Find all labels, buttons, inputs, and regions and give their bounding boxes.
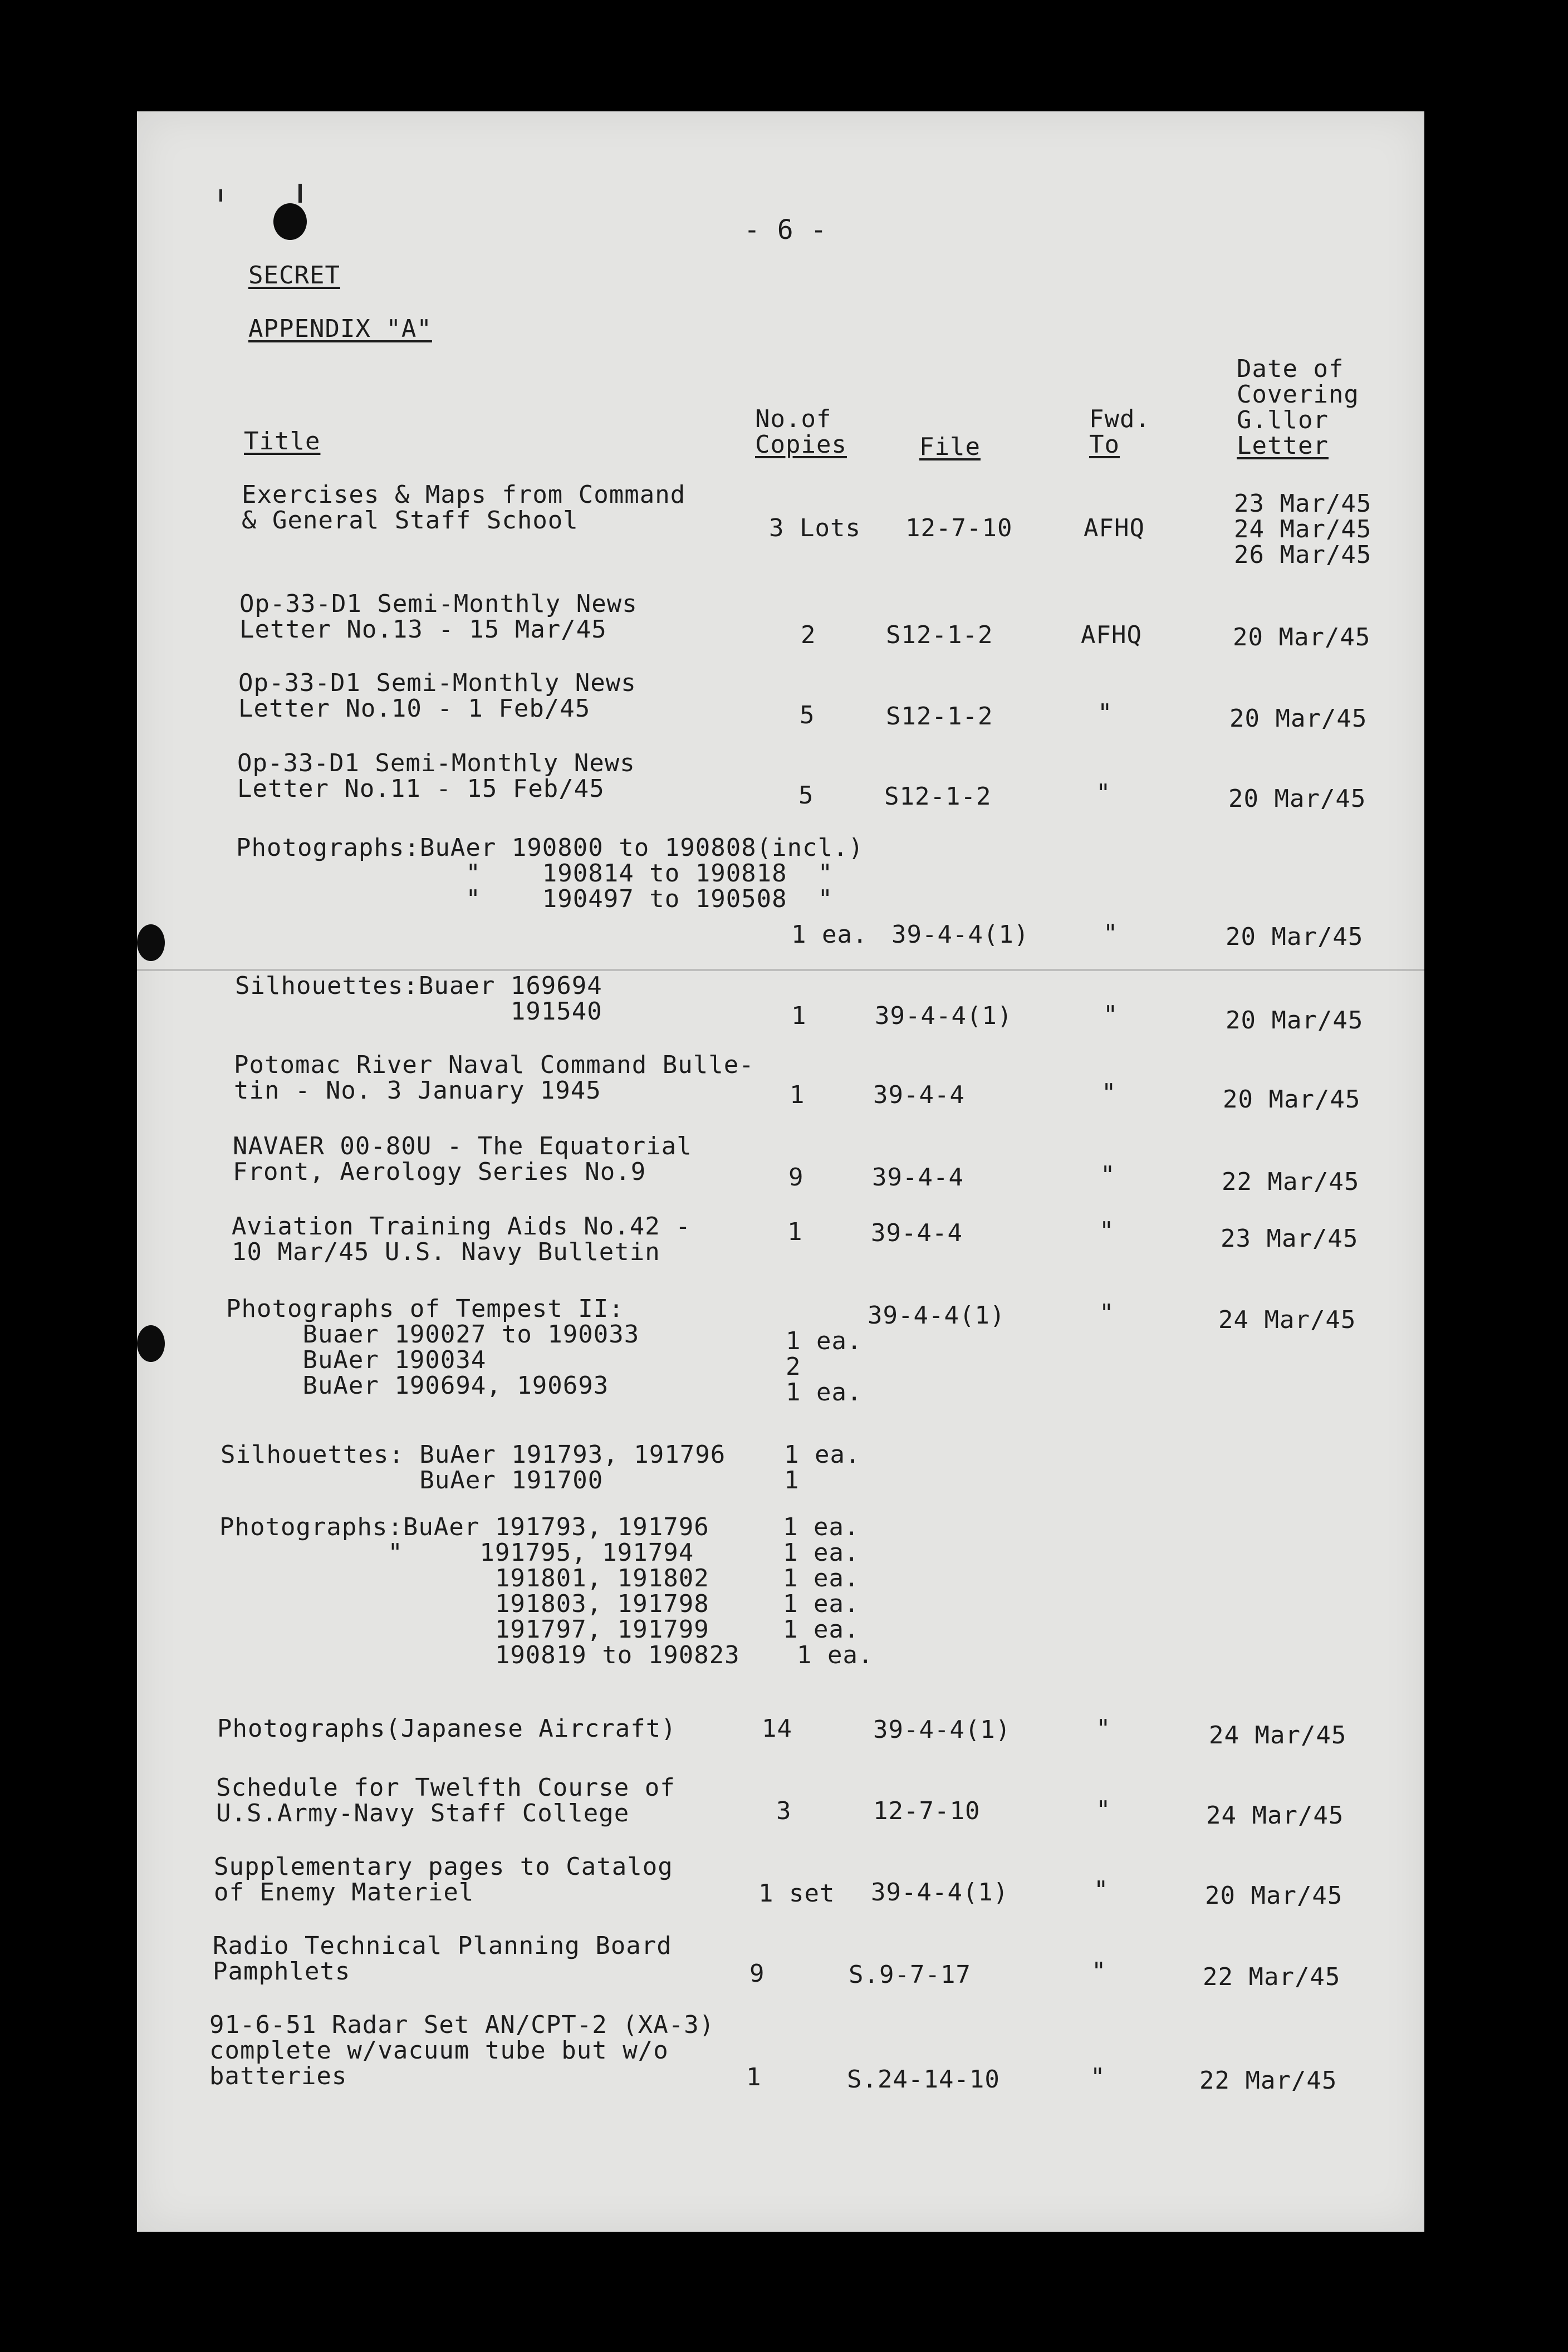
col-header-copies-2: Copies — [755, 430, 847, 459]
row-copies: 3 Lots — [769, 514, 861, 542]
row-date: 23 Mar/45 — [1221, 1224, 1359, 1253]
row-title: 91-6-51 Radar Set AN/CPT-2 (XA-3) — [209, 2011, 715, 2039]
row-title: BuAer 191700 — [220, 1466, 604, 1494]
row-date: 26 Mar/45 — [1234, 541, 1372, 569]
row-copies: 1 ea. — [783, 1538, 860, 1567]
row-file: S12-1-2 — [884, 782, 992, 811]
row-date: 22 Mar/45 — [1222, 1168, 1360, 1196]
row-copies: 1 ea. — [783, 1615, 860, 1644]
row-title: Radio Technical Planning Board — [213, 1932, 672, 1960]
row-fwd: " — [1090, 2063, 1106, 2091]
row-fwd: " — [1096, 779, 1111, 807]
row-title: " 190497 to 190508 " — [236, 885, 834, 913]
row-title: BuAer 190034 — [226, 1346, 487, 1374]
row-title: Exercises & Maps from Command — [242, 481, 686, 509]
row-file: 12-7-10 — [873, 1797, 981, 1825]
page-number: - 6 - — [744, 214, 827, 246]
document-page — [137, 111, 1424, 2232]
row-copies: 1 — [791, 1002, 807, 1030]
row-copies: 3 — [776, 1797, 792, 1825]
row-title: Supplementary pages to Catalog — [214, 1853, 673, 1881]
row-copies: 1 ea. — [791, 920, 868, 949]
row-file: 39-4-4(1) — [875, 1002, 1013, 1030]
row-date: 20 Mar/45 — [1226, 1006, 1364, 1035]
row-fwd: " — [1103, 919, 1119, 948]
row-file: 39-4-4(1) — [891, 920, 1030, 949]
row-file: S12-1-2 — [886, 702, 993, 731]
row-title: Op-33-D1 Semi-Monthly News — [238, 669, 636, 697]
row-fwd: " — [1099, 1217, 1115, 1245]
row-file: 39-4-4 — [871, 1219, 963, 1247]
row-fwd: " — [1094, 1876, 1109, 1904]
row-title: 191540 — [235, 997, 602, 1026]
row-title: batteries — [209, 2062, 347, 2090]
col-header-file: File — [919, 433, 981, 461]
row-file: 12-7-10 — [905, 514, 1013, 542]
row-title: Silhouettes:Buaer 169694 — [235, 972, 602, 1000]
col-header-date-4: Letter — [1237, 432, 1329, 460]
row-copies: 1 ea. — [784, 1440, 861, 1469]
punch-hole — [137, 924, 165, 961]
row-title: of Enemy Materiel — [214, 1878, 474, 1907]
row-file: 39-4-4(1) — [871, 1878, 1009, 1907]
col-header-fwd-1: Fwd. — [1089, 405, 1150, 433]
row-copies: 2 — [801, 621, 816, 649]
row-copies: 1 ea. — [783, 1513, 860, 1541]
row-file: S.24-14-10 — [847, 2065, 1000, 2094]
row-date: 20 Mar/45 — [1226, 923, 1364, 951]
col-header-date-1: Date of — [1237, 355, 1344, 383]
row-title: & General Staff School — [242, 506, 579, 535]
row-title: 191803, 191798 — [219, 1590, 709, 1618]
ink-mark — [219, 189, 222, 202]
classification-label: SECRET — [248, 261, 340, 290]
row-date: 23 Mar/45 — [1234, 489, 1372, 518]
appendix-label: APPENDIX "A" — [248, 315, 432, 343]
row-file: 39-4-4(1) — [868, 1301, 1006, 1330]
row-title: Photographs(Japanese Aircraft) — [217, 1714, 677, 1743]
row-title: Letter No.10 - 1 Feb/45 — [238, 694, 591, 723]
row-title: Silhouettes: BuAer 191793, 191796 — [220, 1440, 726, 1469]
row-copies: 1 ea. — [783, 1564, 860, 1592]
row-copies: 5 — [798, 781, 814, 810]
row-copies: 9 — [788, 1163, 804, 1192]
row-title: NAVAER 00-80U - The Equatorial — [233, 1132, 692, 1160]
row-copies: 1 — [790, 1081, 805, 1109]
row-title: BuAer 190694, 190693 — [226, 1371, 609, 1400]
row-fwd: AFHQ — [1084, 514, 1145, 542]
row-file: 39-4-4 — [872, 1163, 964, 1192]
row-title: Letter No.13 - 15 Mar/45 — [239, 615, 607, 644]
row-title: Schedule for Twelfth Course of — [216, 1773, 675, 1802]
row-copies: 1 ea. — [786, 1378, 863, 1407]
row-date: 24 Mar/45 — [1206, 1801, 1344, 1830]
row-file: 39-4-4 — [873, 1081, 965, 1109]
row-date: 24 Mar/45 — [1234, 515, 1372, 543]
row-title: Pamphlets — [213, 1957, 351, 1986]
row-title: U.S.Army-Navy Staff College — [216, 1799, 630, 1827]
row-title: Photographs:BuAer 190800 to 190808(incl.) — [236, 834, 864, 862]
row-file: S12-1-2 — [886, 621, 993, 649]
row-title: " 191795, 191794 — [219, 1538, 694, 1567]
row-copies: 1 set — [758, 1879, 835, 1908]
row-title: 10 Mar/45 U.S. Navy Bulletin — [232, 1238, 660, 1266]
row-title: Op-33-D1 Semi-Monthly News — [239, 590, 638, 618]
row-copies: 9 — [749, 1959, 765, 1988]
row-date: 22 Mar/45 — [1199, 2066, 1337, 2095]
row-copies: 1 — [787, 1218, 803, 1246]
row-fwd: " — [1103, 1001, 1119, 1029]
row-file: S.9-7-17 — [849, 1961, 971, 1989]
row-title: Op-33-D1 Semi-Monthly News — [237, 749, 635, 777]
row-title: Photographs of Tempest II: — [226, 1295, 624, 1323]
row-date: 20 Mar/45 — [1233, 623, 1371, 651]
col-header-date-3: G.llor — [1237, 406, 1329, 434]
row-date: 20 Mar/45 — [1229, 704, 1368, 733]
row-copies: 5 — [800, 701, 815, 729]
row-fwd: " — [1101, 1079, 1117, 1107]
row-title: Buaer 190027 to 190033 — [226, 1320, 640, 1349]
row-fwd: " — [1096, 1796, 1111, 1824]
punch-hole — [137, 1325, 165, 1362]
row-file: 39-4-4(1) — [873, 1716, 1011, 1744]
row-copies: 1 — [784, 1466, 800, 1494]
row-title: " 190814 to 190818 " — [236, 859, 834, 888]
row-title: complete w/vacuum tube but w/o — [209, 2036, 669, 2065]
row-title: Photographs:BuAer 191793, 191796 — [219, 1513, 709, 1541]
row-copies: 14 — [762, 1714, 792, 1743]
row-copies: 1 ea. — [797, 1641, 874, 1669]
col-header-fwd-2: To — [1089, 430, 1120, 459]
row-title: 191797, 191799 — [219, 1615, 709, 1644]
row-date: 20 Mar/45 — [1223, 1085, 1361, 1114]
row-fwd: AFHQ — [1081, 621, 1142, 649]
row-title: tin - No. 3 January 1945 — [234, 1076, 601, 1105]
punch-hole — [273, 203, 307, 240]
row-date: 20 Mar/45 — [1228, 785, 1366, 813]
row-fwd: " — [1096, 1714, 1111, 1743]
row-fwd: " — [1100, 1161, 1116, 1189]
ink-mark — [298, 184, 302, 203]
row-copies: 1 ea. — [786, 1327, 863, 1355]
row-title: 190819 to 190823 — [219, 1641, 740, 1669]
row-title: Aviation Training Aids No.42 - — [232, 1212, 691, 1241]
col-header-date-2: Covering — [1237, 380, 1359, 409]
row-title: Front, Aerology Series No.9 — [233, 1158, 646, 1186]
row-date: 24 Mar/45 — [1209, 1721, 1347, 1750]
col-header-title: Title — [244, 427, 321, 455]
row-date: 22 Mar/45 — [1203, 1963, 1341, 1991]
row-copies: 2 — [786, 1353, 801, 1381]
col-header-copies-1: No.of — [755, 405, 832, 433]
row-title: Letter No.11 - 15 Feb/45 — [237, 775, 605, 803]
row-copies: 1 ea. — [783, 1590, 860, 1618]
row-date: 20 Mar/45 — [1205, 1881, 1343, 1910]
fold-line — [137, 969, 1424, 971]
row-fwd: " — [1097, 699, 1113, 727]
row-title: 191801, 191802 — [219, 1564, 709, 1592]
row-date: 24 Mar/45 — [1218, 1306, 1356, 1334]
row-fwd: " — [1091, 1957, 1107, 1986]
row-copies: 1 — [746, 2063, 762, 2091]
row-title: Potomac River Naval Command Bulle- — [234, 1051, 754, 1079]
row-fwd: " — [1099, 1299, 1115, 1327]
